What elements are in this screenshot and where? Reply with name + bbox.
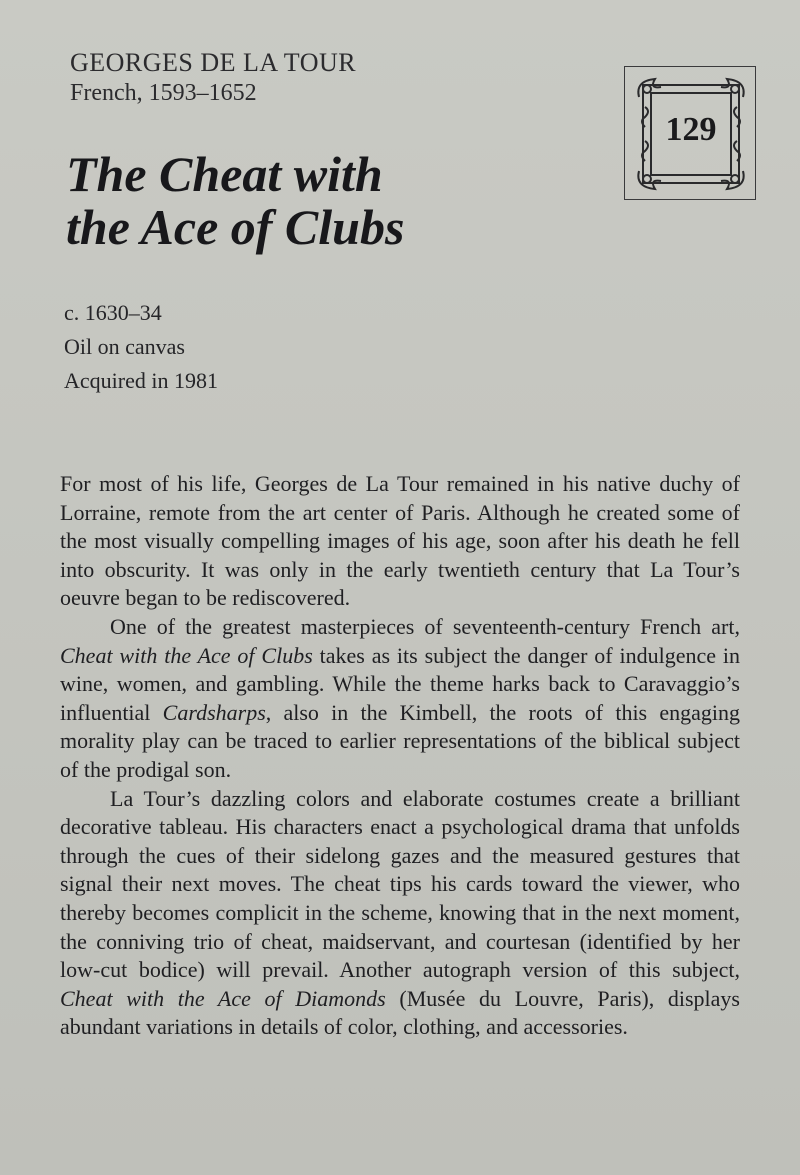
artwork-title-line-1: The Cheat with — [66, 146, 383, 202]
paragraph-text: For most of his life, Georges de La Tour remained in his native duchy of Lorraine, remote from the art center of Paris. Although he created some of the most visually compelling images of his age, soon after his death he fell into obscurity. It was only in the early twentieth century that La Tour’s oeuvre began to be rediscovered. — [60, 471, 740, 611]
paragraph-text: La Tour’s dazzling colors and elaborate costumes create a brilliant decorative tableau. His characters enact a psychological drama that unfolds through the cues of their sidelong gazes and the measured gestures that signal their next moves. The cheat tips his cards toward the viewer, who thereby becomes complicit in the scheme, knowing that in the next moment, the conniving trio of cheat, maidservant, and courtesan (identified by her low-cut bodice) will prevail. Another autograph version of this subject, — [60, 785, 740, 983]
artwork-title-line-2: the Ace of Clubs — [66, 199, 405, 255]
artwork-medium: Oil on canvas — [64, 334, 185, 359]
paragraph-text: One of the greatest masterpieces of seventeenth-century French art, — [110, 613, 740, 639]
catalog-number: 129 — [665, 111, 717, 148]
artwork-reference: Cardsharps — [162, 699, 266, 725]
description-paragraph — [60, 470, 740, 613]
artwork-title — [66, 148, 586, 254]
description-paragraph — [60, 613, 740, 785]
artwork-date: c. 1630–34 — [64, 300, 162, 325]
paragraph-text: (Musée du Louvre, Paris), displays abundant variations in details of color, clothing, and accessories. — [60, 985, 740, 1040]
artwork-details — [64, 296, 218, 398]
description-paragraph — [60, 785, 740, 1042]
artist-name: GEORGES DE LA TOUR — [70, 48, 357, 77]
description-text — [60, 470, 740, 1042]
catalog-number-badge — [624, 66, 756, 200]
paragraph-text: takes as its subject the danger of indulgence in wine, women, and gambling. While the theme harks back to Caravaggio’s influential — [60, 642, 741, 725]
artwork-reference: Cheat with the Ace of Diamonds — [60, 985, 386, 1011]
artist-nationality-dates: French, 1593–1652 — [70, 80, 257, 106]
artwork-reference: Cheat with the Ace of Clubs — [60, 642, 313, 668]
artwork-acquisition: Acquired in 1981 — [64, 368, 218, 393]
paragraph-text: , also in the Kimbell, the roots of this engaging morality play can be traced to earlier representations of the biblical subject of the prodigal son. — [60, 699, 740, 782]
